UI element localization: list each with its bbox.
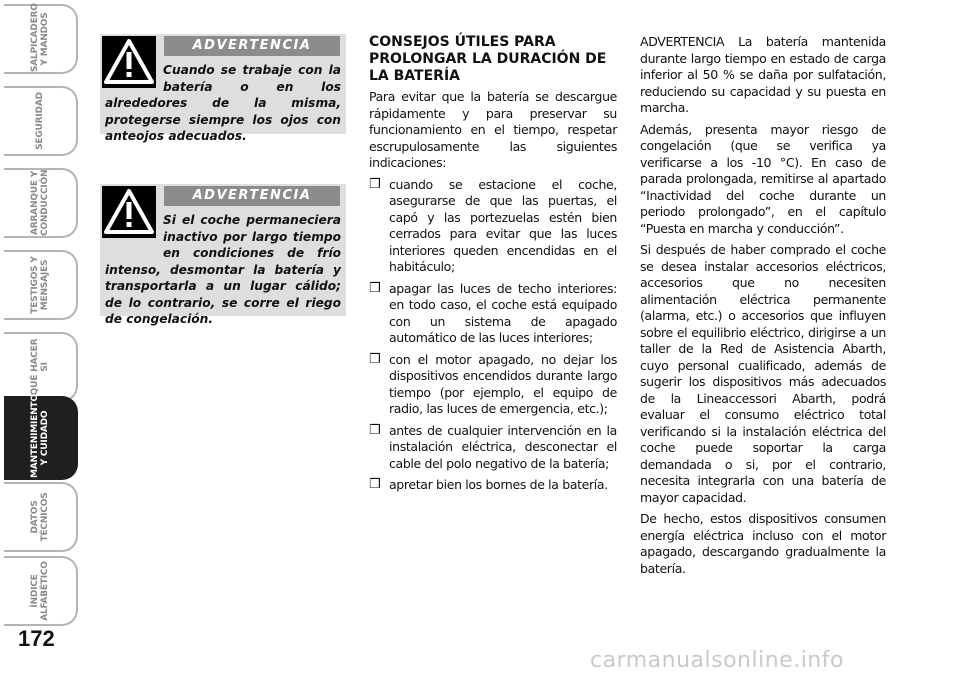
list-item: ❒ apagar las luces de techo interiores: en todo caso, el coche está equipado con un sistema de apagado automático de las luces interiores; bbox=[369, 280, 617, 345]
tab-indice[interactable] bbox=[4, 556, 78, 626]
tab-datos-tecnicos[interactable] bbox=[4, 482, 78, 552]
checkbox-bullet-icon: ❒ bbox=[369, 477, 381, 492]
tab-que-hacer-si[interactable] bbox=[4, 332, 78, 402]
tab-label: MANTENIMIENTO Y CUIDADO bbox=[30, 394, 50, 478]
watermark: carmanualsonline.info bbox=[590, 648, 844, 673]
tab-seguridad[interactable] bbox=[4, 86, 78, 156]
tab-label: ARRANQUE Y CONDUCCIÓN bbox=[30, 169, 50, 236]
tab-mantenimiento[interactable] bbox=[4, 396, 78, 480]
warning-triangle-icon bbox=[102, 186, 156, 238]
paragraph: ADVERTENCIA La batería mantenida durante largo tiempo en estado de carga inferior al 50 % se daña por sulfatación, reduciendo su capacidad y su puesta en marcha. bbox=[640, 34, 886, 115]
warning-text: Si el coche permaneciera inactivo por largo tiempo en condiciones de frío intenso, desmontar la batería y transportarla a un lugar cálido; de lo contrario, se corre el riego de congelación. bbox=[105, 213, 341, 326]
warning-triangle-icon bbox=[102, 36, 156, 88]
page-number: 172 bbox=[18, 626, 55, 651]
tab-salpicadero[interactable] bbox=[4, 4, 78, 74]
list-item: ❒ cuando se estacione el coche, asegurarse de que las puertas, el capó y las portezuelas estén bien cerrados para evitar que las luces interiores queden encendidas en el habitáculo; bbox=[369, 176, 617, 274]
checkbox-bullet-icon: ❒ bbox=[369, 422, 381, 438]
section-heading: CONSEJOS ÚTILES PARA PROLONGAR LA DURACIÓN DE LA BATERÍA bbox=[369, 34, 607, 84]
list-item: ❒ apretar bien los bornes de la batería. bbox=[369, 477, 608, 492]
checkbox-bullet-icon: ❒ bbox=[369, 351, 381, 367]
list-item: ❒ con el motor apagado, no dejar los dispositivos encendidos durante largo tiempo (por ejemplo, el equipo de radio, las luces de emergencia, etc.); bbox=[369, 351, 617, 416]
tab-label: SALPICADERO Y MANDOS bbox=[30, 3, 50, 72]
paragraph: De hecho, estos dispositivos consumen energía eléctrica incluso con el motor apagado, descargando gradualmente la batería. bbox=[640, 511, 886, 576]
warning-header: ADVERTENCIA bbox=[164, 186, 340, 206]
tab-label: TESTIGOS Y MENSAJES bbox=[30, 256, 50, 314]
warning-header: ADVERTENCIA bbox=[164, 36, 340, 56]
tab-label: DATOS TÉCNICOS bbox=[30, 492, 50, 542]
tab-arranque[interactable] bbox=[4, 168, 78, 238]
checkbox-bullet-icon: ❒ bbox=[369, 176, 381, 192]
tab-label: QUÉ HACER SI bbox=[30, 338, 50, 396]
tab-label: SEGURIDAD bbox=[35, 92, 45, 150]
warning-text: Cuando se trabaje con la batería o en los alrededores de la misma, protegerse siempre los ojos con anteojos adecuados. bbox=[105, 63, 341, 143]
intro-paragraph: Para evitar que la batería se descargue rápidamente y para preservar su funcionamiento en el tiempo, respetar escrupulosamente las siguientes indicaciones: bbox=[369, 89, 617, 170]
middle-column bbox=[369, 34, 617, 499]
paragraph: Además, presenta mayor riesgo de congelación (que se verifica ya verificarse a los -10 °C). En caso de parada prolongada, remitirse al apartado “Inactividad del coche durante un periodo prolongado”, en el capítulo “Puesta en marcha y conducción”. bbox=[640, 121, 886, 236]
paragraph: Si después de haber comprado el coche se desea instalar accesorios eléctricos, accesorios que no necesiten alimentación eléctrica permanente (alarma, etc.) o accesorios que influyen sobre el equilibrio eléctrico, dirigirse a un taller de la Red de Asistencia Abarth, cuyo personal cualificado, además de sugerir los dispositivos más adecuados de la Lineaccessori Abarth, podrá evaluar el consumo eléctrico total verificando si la instalación eléctrica del coche puede soportar la carga demandada o si, por el contrario, necesita integrarla con una batería de mayor capacidad. bbox=[640, 242, 886, 505]
list-item: ❒ antes de cualquier intervención en la instalación eléctrica, desconectar el cable del polo negativo de la batería; bbox=[369, 422, 617, 471]
tab-testigos[interactable] bbox=[4, 250, 78, 320]
checkbox-bullet-icon: ❒ bbox=[369, 280, 381, 296]
right-column bbox=[640, 34, 886, 582]
tab-label: ÍNDICE ALFABÉTICO bbox=[30, 561, 50, 621]
